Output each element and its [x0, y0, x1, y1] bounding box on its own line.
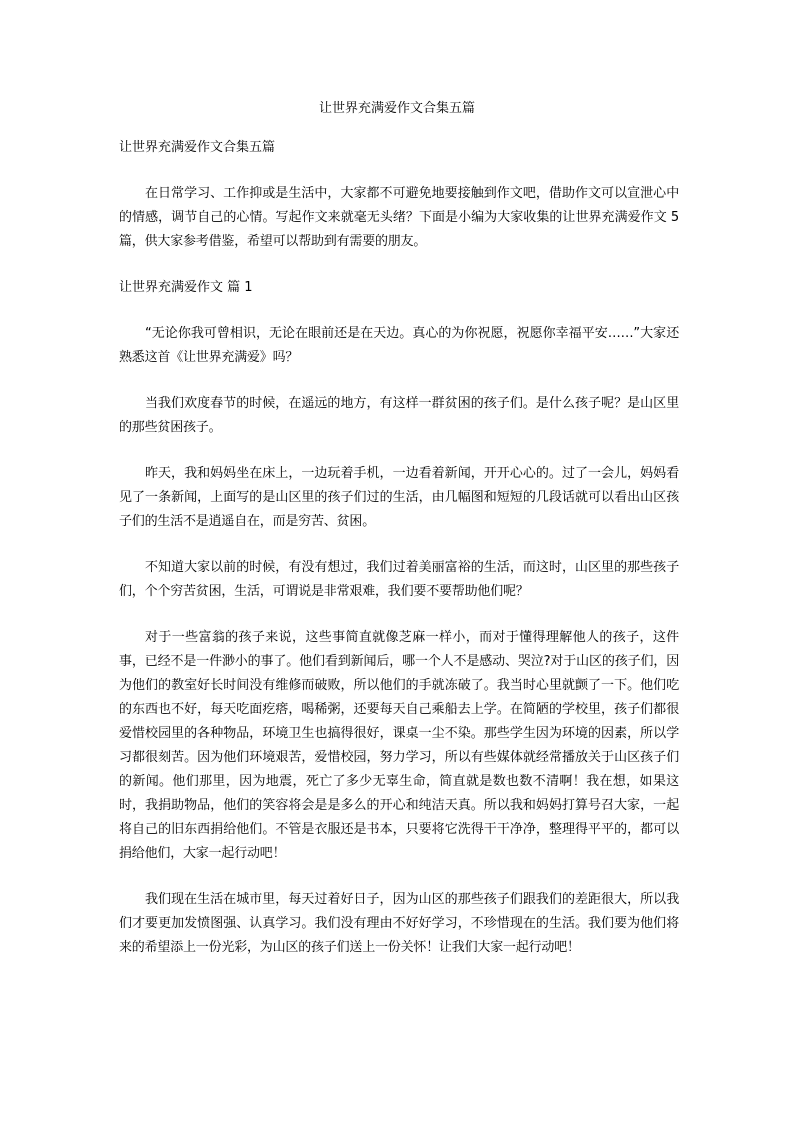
page-title: 让世界充满爱作文合集五篇: [318, 101, 475, 116]
body-paragraph: 当我们欢度春节的时候，在遥远的地方，有这样一群贫困的孩子们。是什么孩子呢？是山区里的那些贫困孩子。: [119, 396, 679, 435]
section-heading: 让世界充满爱作文 篇 1: [119, 280, 253, 295]
document-body: [119, 136, 679, 982]
body-paragraph: 我们现在生活在城市里，每天过着好日子，因为山区的那些孩子们跟我们的差距很大，所以我们才要更加发愤图强、认真学习。我们没有理由不好好学习，不珍惜现在的生活。我们要为他们将来的希望添上一份光彩，为山区的孩子们送上一份关怀！让我们大家一起行动吧！: [119, 892, 679, 955]
body-paragraph: 对于一些富翁的孩子来说，这些事简直就像芝麻一样小，而对于懂得理解他人的孩子，这件事，已经不是一件渺小的事了。他们看到新闻后，哪一个人不是感动、哭泣?对于山区的孩子们，因为他们的教室好长时间没有维修而破败，所以他们的手就冻破了。我当时心里就颤了一下。他们吃的东西也不好，每天吃面疙瘩，喝稀粥，还要每天自己乘船去上学。在简陋的学校里，孩子们都很爱惜校园里的各种物品，环境卫生也搞得很好，课桌一尘不染。那些学生因为环境的因素，所以学习都很刻苦。因为他们环境艰苦，爱惜校园，努力学习，所以有些媒体就经常播放关于山区孩子们的新闻。他们那里，因为地震，死亡了多少无辜生命，简直就是数也数不清啊！我在想，如果这时，我捐助物品，他们的笑容将会是是多么的开心和纯洁天真。所以我和妈妈打算号召大家，一起将自己的旧东西捐给他们。不管是衣服还是书本，只要将它洗得干干净净，整理得平平的，都可以捐给他们，大家一起行动吧！: [119, 630, 679, 861]
intro-paragraph: 在日常学习、工作抑或是生活中，大家都不可避免地要接触到作文吧，借助作文可以宣泄心中的情感，调节自己的心情。写起作文来就毫无头绪？下面是小编为大家收集的让世界充满爱作文 5 篇，供大家参考借鉴，希望可以帮助到有需要的朋友。: [119, 186, 679, 249]
body-paragraph: “无论你我可曾相识，无论在眼前还是在天边。真心的为你祝愿，祝愿你幸福平安……”大家还熟悉这首《让世界充满爱》吗？: [119, 326, 679, 365]
document-subtitle: 让世界充满爱作文合集五篇: [119, 140, 276, 155]
body-paragraph: 不知道大家以前的时候，有没有想过，我们过着美丽富裕的生活，而这时，山区里的那些孩子们，个个穷苦贫困，生活，可谓说是非常艰难，我们要不要帮助他们呢？: [119, 560, 679, 599]
body-paragraph: 昨天，我和妈妈坐在床上，一边玩着手机，一边看着新闻，开开心心的。过了一会儿，妈妈看见了一条新闻，上面写的是山区里的孩子们过的生活，由几幅图和短短的几段话就可以看出山区孩子们的生活不是逍遥自在，而是穷苦、贫困。: [119, 466, 679, 529]
